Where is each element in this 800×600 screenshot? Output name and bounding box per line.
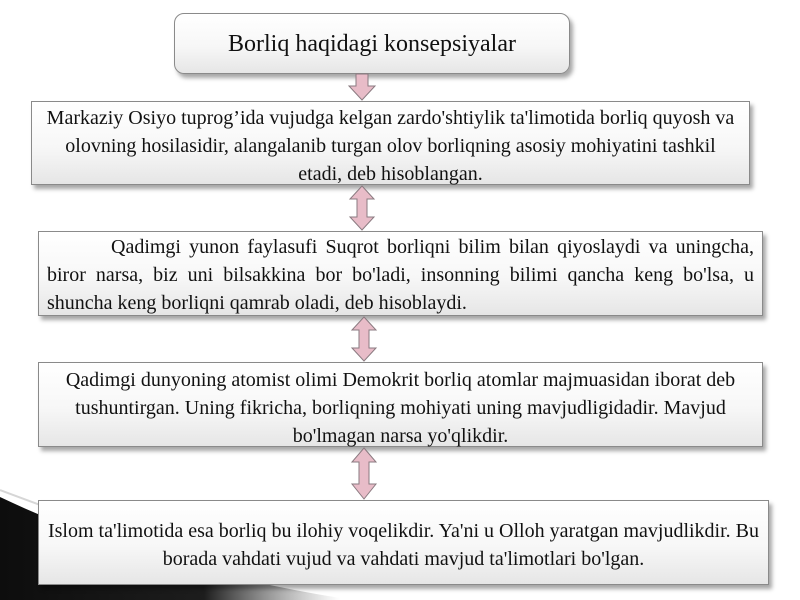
concept-box-democritus — [38, 362, 763, 447]
diagram-title: Borliq haqidagi konsepsiyalar — [228, 30, 516, 57]
concept-box-socrates — [38, 231, 763, 316]
concept-box-zoroastrianism — [31, 101, 750, 185]
title-box — [174, 13, 570, 74]
concept-text: Qadimgi dunyoning atomist olimi Demokrit borliq atomlar majmuasidan iborat deb tushuntirgan. Uning fikricha, borliqning mohiyati uning mavjudligidadir. Mavjud bo'lmagan narsa yo'qlikdir. — [65, 369, 736, 447]
concept-text: Markaziy Osiyo tuprog’ida vujudga kelgan zardo'shtiylik ta'limotida borliq quyosh va olovning hosilasidir, alangalanib turgan olov borliqning asosiy mohiyatini tashkil etadi, deb hisoblangan. — [46, 107, 735, 185]
concept-box-islam — [38, 500, 769, 585]
concept-text: Qadimgi yunon faylasufi Suqrot borliqni bilim bilan qiyoslaydi va uningcha, biror narsa, biz uni bilsakkina bor bo'ladi, insonning bilimi qancha keng bo'lsa, u shuncha keng borliqni qamrab oladi, deb hisoblaydi. — [47, 236, 754, 314]
concept-text: Islom ta'limotida esa borliq bu ilohiy voqelikdir. Ya'ni u Olloh yaratgan mavjudlikdir. Bu borada vahdati vujud va vahdati mavjud ta'limotlari bo'lgan. — [47, 520, 760, 570]
